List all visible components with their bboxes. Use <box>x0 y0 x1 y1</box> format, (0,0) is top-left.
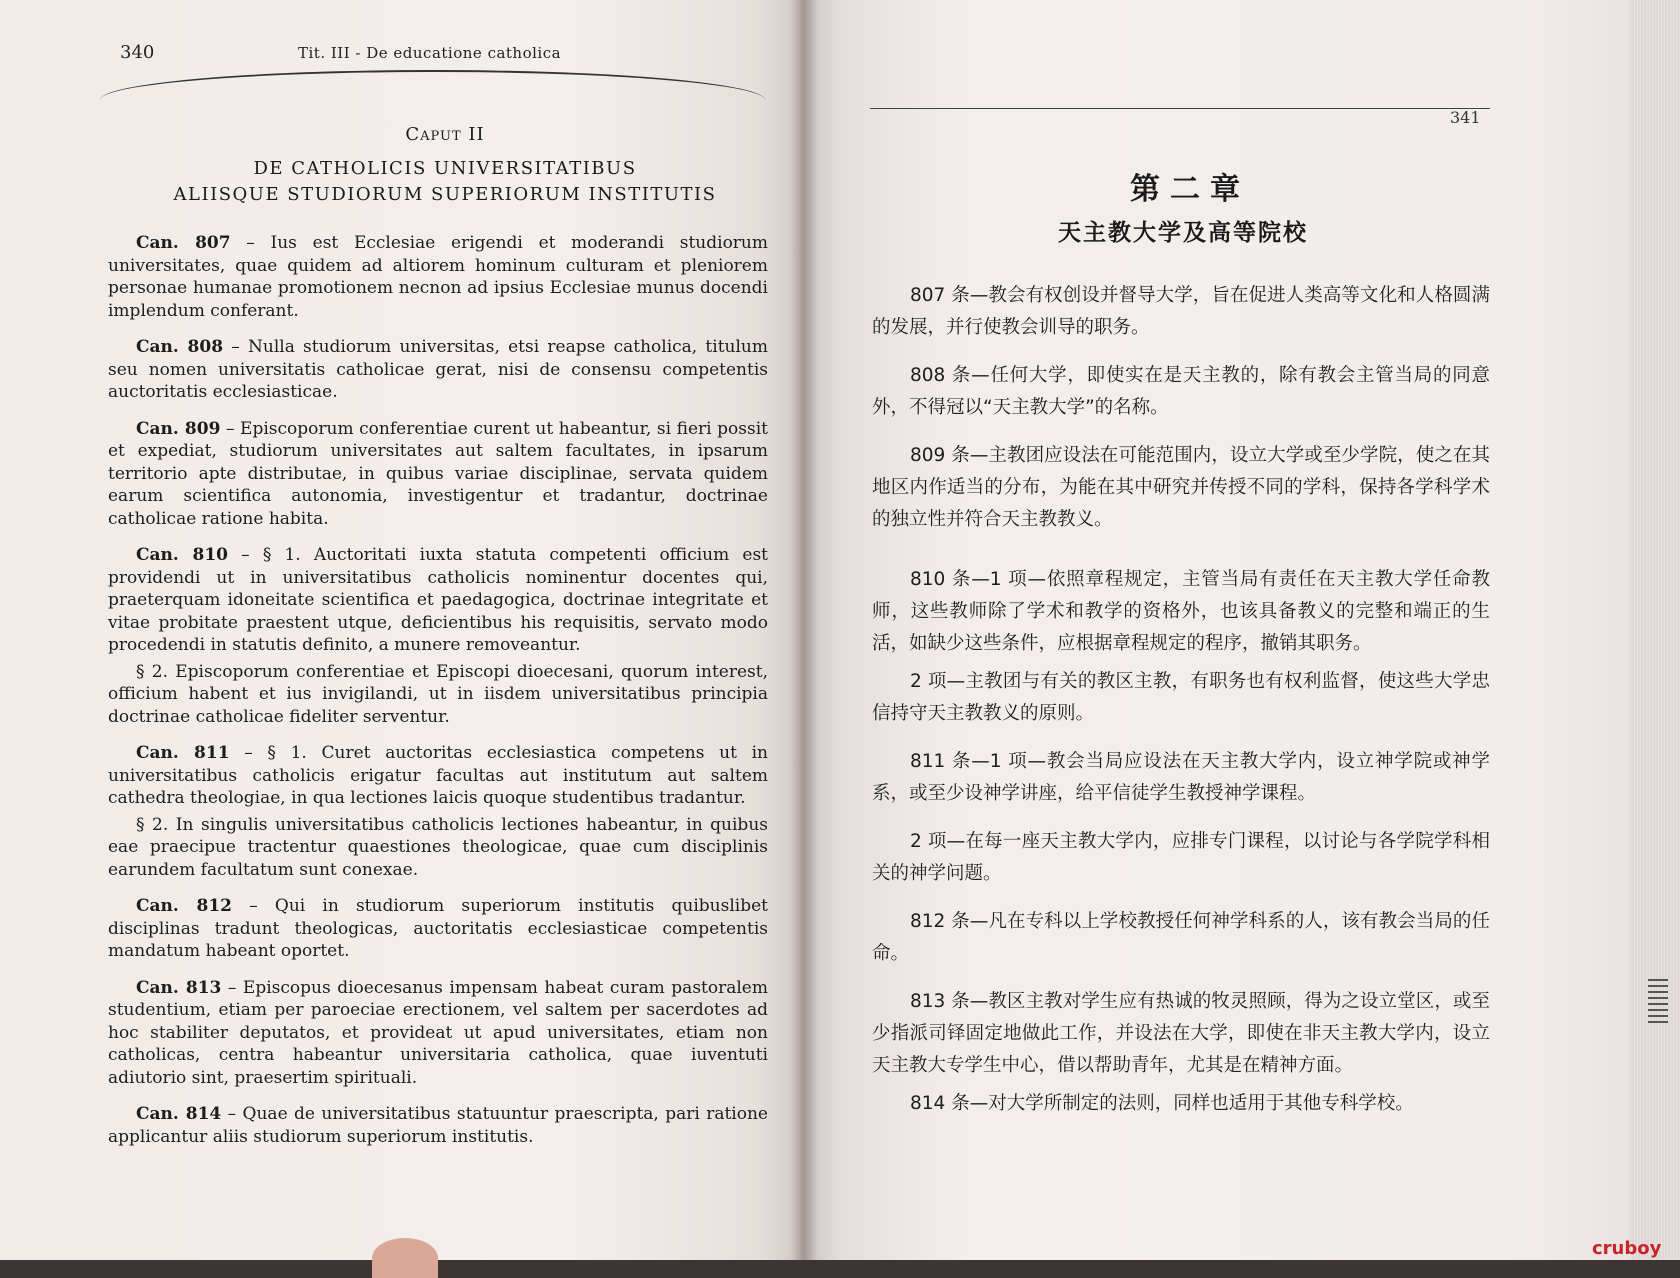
canon-paragraph <box>108 1103 768 1148</box>
right-header-rule <box>870 108 1490 109</box>
canon-paragraph-zh: 814 条—对大学所制定的法则，同样也适用于其他专科学校。 <box>910 1093 1414 1114</box>
canon-text: – § 1. Curet auctoritas ecclesiastica competens ut in universitatibus catholicis erigatur facultas aut institutum aut saltem cathedra theologiae, in qua lectiones laicis quoque studentibus tradantur. <box>108 743 768 808</box>
canon-paragraph-zh: 811 条—1 项—教会当局应设法在天主教大学内，设立神学院或神学系，或至少设神学讲座，给平信徒学生教授神学课程。 <box>872 751 1490 804</box>
canon-paragraph <box>108 977 768 1090</box>
canon-paragraph-zh: 810 条—1 项—依照章程规定，主管当局有责任在天主教大学任命教师，这些教师除了学术和教学的资格外，也该具备教义的完整和端正的生活，如缺少这些条件，应根据章程规定的程序，撤销其职务。 <box>872 569 1490 654</box>
canon-paragraph-zh: 813 条—教区主教对学生应有热诚的牧灵照顾，得为之设立堂区，或至少指派司铎固定地做此工作，并设法在大学，即使在非天主教大学内，设立天主教大专学生中心，借以帮助青年，尤其是在精神方面。 <box>872 991 1490 1076</box>
canon-paragraph <box>108 661 768 729</box>
canon-paragraph-zh: 808 条—任何大学，即使实在是天主教的，除有教会主管当局的同意外，不得冠以“天主教大学”的名称。 <box>872 365 1490 418</box>
canon-paragraph-zh: 812 条—凡在专科以上学校教授任何神学科系的人，该有教会当局的任命。 <box>872 911 1490 964</box>
canon-paragraph-zh: 807 条—教会有权创设并督导大学，旨在促进人类高等文化和人格圆满的发展，并行使教会训导的职务。 <box>872 285 1490 338</box>
chapter-title-line-1: DE CATHOLICIS UNIVERSITATIBUS <box>253 158 637 179</box>
canon-text: – Quae de universitatibus statuuntur praescripta, pari ratione applicantur aliis studiorum superiorum institutis. <box>108 1104 768 1147</box>
canon-paragraph-zh: 809 条—主教团应设法在可能范围内，设立大学或至少学院，使之在其地区内作适当的分布，为能在其中研究并传授不同的学科，保持各学科学术的独立性并符合天主教教义。 <box>872 445 1490 530</box>
canon-text: – § 1. Auctoritati iuxta statuta competenti officium est providendi ut in universitatibus catholicis nominentur docentes qui, praeterquam idoneitate scientifica et paedagogica, doctrinae integritate et vitae probitate praestent utque, deficientibus his requisitis, servato modo procedendi in statutis definito, a munere removeantur. <box>108 545 768 655</box>
canon-text: – Nulla studiorum universitas, etsi reapse catholica, titulum seu nomen universitatis catholicae gerat, nisi de consensu competentis auctoritatis ecclesiasticae. <box>108 337 768 402</box>
canon-text: § 2. Episcoporum conferentiae et Episcopi dioecesani, quorum interest, officium habent et ius invigilandi, ut in iisdem universitatibus principia doctrinae catholicae fideliter serventur. <box>108 661 768 727</box>
canon-label: Can. 810 <box>136 545 228 565</box>
canon-text: – Episcoporum conferentiae curent ut habeantur, si fieri possit et expediat, studiorum universitates aut saltem facultates, in ipsarum territorio apte distributae, in quibus variae disciplinae, servata quidem earum scientifica autonomia, investigentur et tradantur, doctrinae catholicae ratione habita. <box>108 418 768 529</box>
left-page-number: 340 <box>120 42 155 63</box>
canon-label: Can. 813 <box>136 977 222 998</box>
canon-paragraph <box>108 814 768 882</box>
chapter-label: Caput II <box>405 124 485 145</box>
chinese-canons <box>872 280 1490 1136</box>
canon-label: Can. 808 <box>136 337 224 357</box>
canon-label: Can. 811 <box>136 743 230 763</box>
watermark: cruboy <box>1592 1238 1662 1259</box>
finger-thumb <box>372 1238 438 1278</box>
latin-canons <box>108 232 768 1162</box>
canon-text: § 2. In singulis universitatibus catholicis lectiones habeantur, in quibus eae praecipue tractentur quaestiones theologicae, quae cum disciplinis earundem facultatum sunt conexae. <box>108 814 768 880</box>
canon-paragraph <box>108 742 768 810</box>
canon-paragraph <box>108 418 768 531</box>
chapter-title-chinese: 第二章 <box>1130 172 1250 207</box>
running-head: Tit. III - De educatione catholica <box>298 44 562 62</box>
book-gutter <box>790 0 818 1260</box>
canon-paragraph <box>108 544 768 657</box>
page-edges <box>1630 0 1680 1260</box>
canon-text: – Qui in studiorum superiorum institutis quibuslibet disciplinas tradunt theologicas, auctoritatis ecclesiasticae competentis mandatum habeant oportet. <box>108 896 768 961</box>
canon-paragraph-zh: 2 项—在每一座天主教大学内，应排专门课程，以讨论与各学院学科相关的神学问题。 <box>872 831 1490 884</box>
canon-label: Can. 814 <box>136 1104 222 1124</box>
canon-paragraph <box>108 232 768 322</box>
section-title-chinese: 天主教大学及高等院校 <box>1058 220 1308 246</box>
left-page-header <box>120 42 770 72</box>
canon-paragraph <box>108 336 768 404</box>
canon-label: Can. 807 <box>136 233 231 253</box>
canon-label: Can. 809 <box>136 418 221 439</box>
chapter-title-line-2: ALIISQUE STUDIORUM SUPERIORUM INSTITUTIS <box>173 184 717 205</box>
canon-paragraph <box>108 895 768 963</box>
thumb-index-mark <box>1648 975 1668 1023</box>
canon-paragraph-zh: 2 项—主教团与有关的教区主教，有职务也有权利监督，使这些大学忠信持守天主教教义的原则。 <box>872 671 1490 724</box>
canon-text: – Episcopus dioecesanus impensam habeat curam pastoralem studentium, etiam per paroeciae erectionem, vel saltem per sacerdotes ad hoc stabiliter deputatos, et provideat ut apud universitates, etiam non catholicas, centra habeantur universitaria catholica, quae iuventuti adiutorio sint, praesertim spirituali. <box>108 977 768 1088</box>
canon-label: Can. 812 <box>136 896 233 916</box>
right-page-number: 341 <box>1450 108 1481 127</box>
canon-text: – Ius est Ecclesiae erigendi et moderandi studiorum universitates, quae quidem ad altiorem hominum culturam et pleniorem personae humanae promotionem necnon ad ipsius Ecclesiae munus docendi implendum conferant. <box>108 233 768 321</box>
